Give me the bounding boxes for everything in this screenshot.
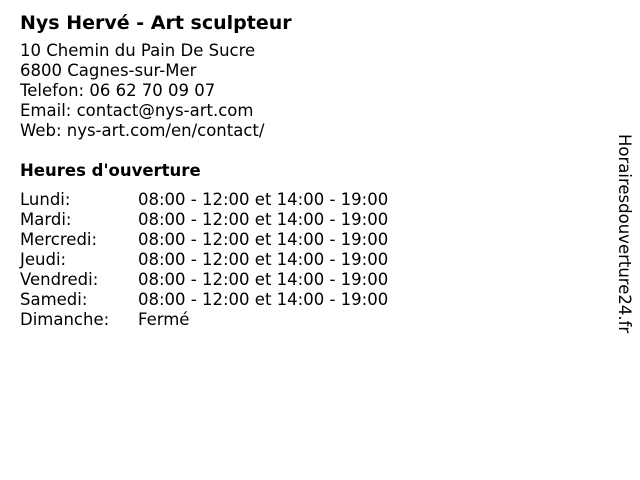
phone-line: Telefon: 06 62 70 09 07	[20, 81, 216, 100]
day-label: Jeudi:	[20, 250, 67, 269]
day-label: Mercredi:	[20, 230, 98, 249]
day-label: Vendredi:	[20, 270, 99, 289]
site-watermark: Horairesdouverture24.fr	[615, 134, 634, 334]
web-line: Web: nys-art.com/en/contact/	[20, 121, 265, 140]
hours-row-sunday	[20, 310, 600, 330]
time-value: 08:00 - 12:00 et 14:00 - 19:00	[138, 250, 389, 269]
hours-row-thursday	[20, 250, 600, 270]
address-line-city: 6800 Cagnes-sur-Mer	[20, 61, 197, 80]
email-line: Email: contact@nys-art.com	[20, 101, 254, 120]
time-value: 08:00 - 12:00 et 14:00 - 19:00	[138, 210, 389, 229]
day-label: Lundi:	[20, 190, 71, 209]
time-value: 08:00 - 12:00 et 14:00 - 19:00	[138, 290, 389, 309]
opening-hours-table	[20, 190, 600, 330]
time-value: 08:00 - 12:00 et 14:00 - 19:00	[138, 270, 389, 289]
hours-row-saturday	[20, 290, 600, 310]
time-value: 08:00 - 12:00 et 14:00 - 19:00	[138, 190, 389, 209]
time-value: Fermé	[138, 310, 190, 329]
hours-row-wednesday	[20, 230, 600, 250]
business-card	[20, 9, 600, 330]
day-label: Mardi:	[20, 210, 72, 229]
hours-row-tuesday	[20, 210, 600, 230]
hours-row-friday	[20, 270, 600, 290]
business-title: Nys Hervé - Art sculpteur	[20, 12, 292, 34]
opening-hours-heading: Heures d'ouverture	[20, 161, 201, 180]
day-label: Samedi:	[20, 290, 88, 309]
day-label: Dimanche:	[20, 310, 110, 329]
address-line-street: 10 Chemin du Pain De Sucre	[20, 41, 256, 60]
time-value: 08:00 - 12:00 et 14:00 - 19:00	[138, 230, 389, 249]
hours-row-monday	[20, 190, 600, 210]
